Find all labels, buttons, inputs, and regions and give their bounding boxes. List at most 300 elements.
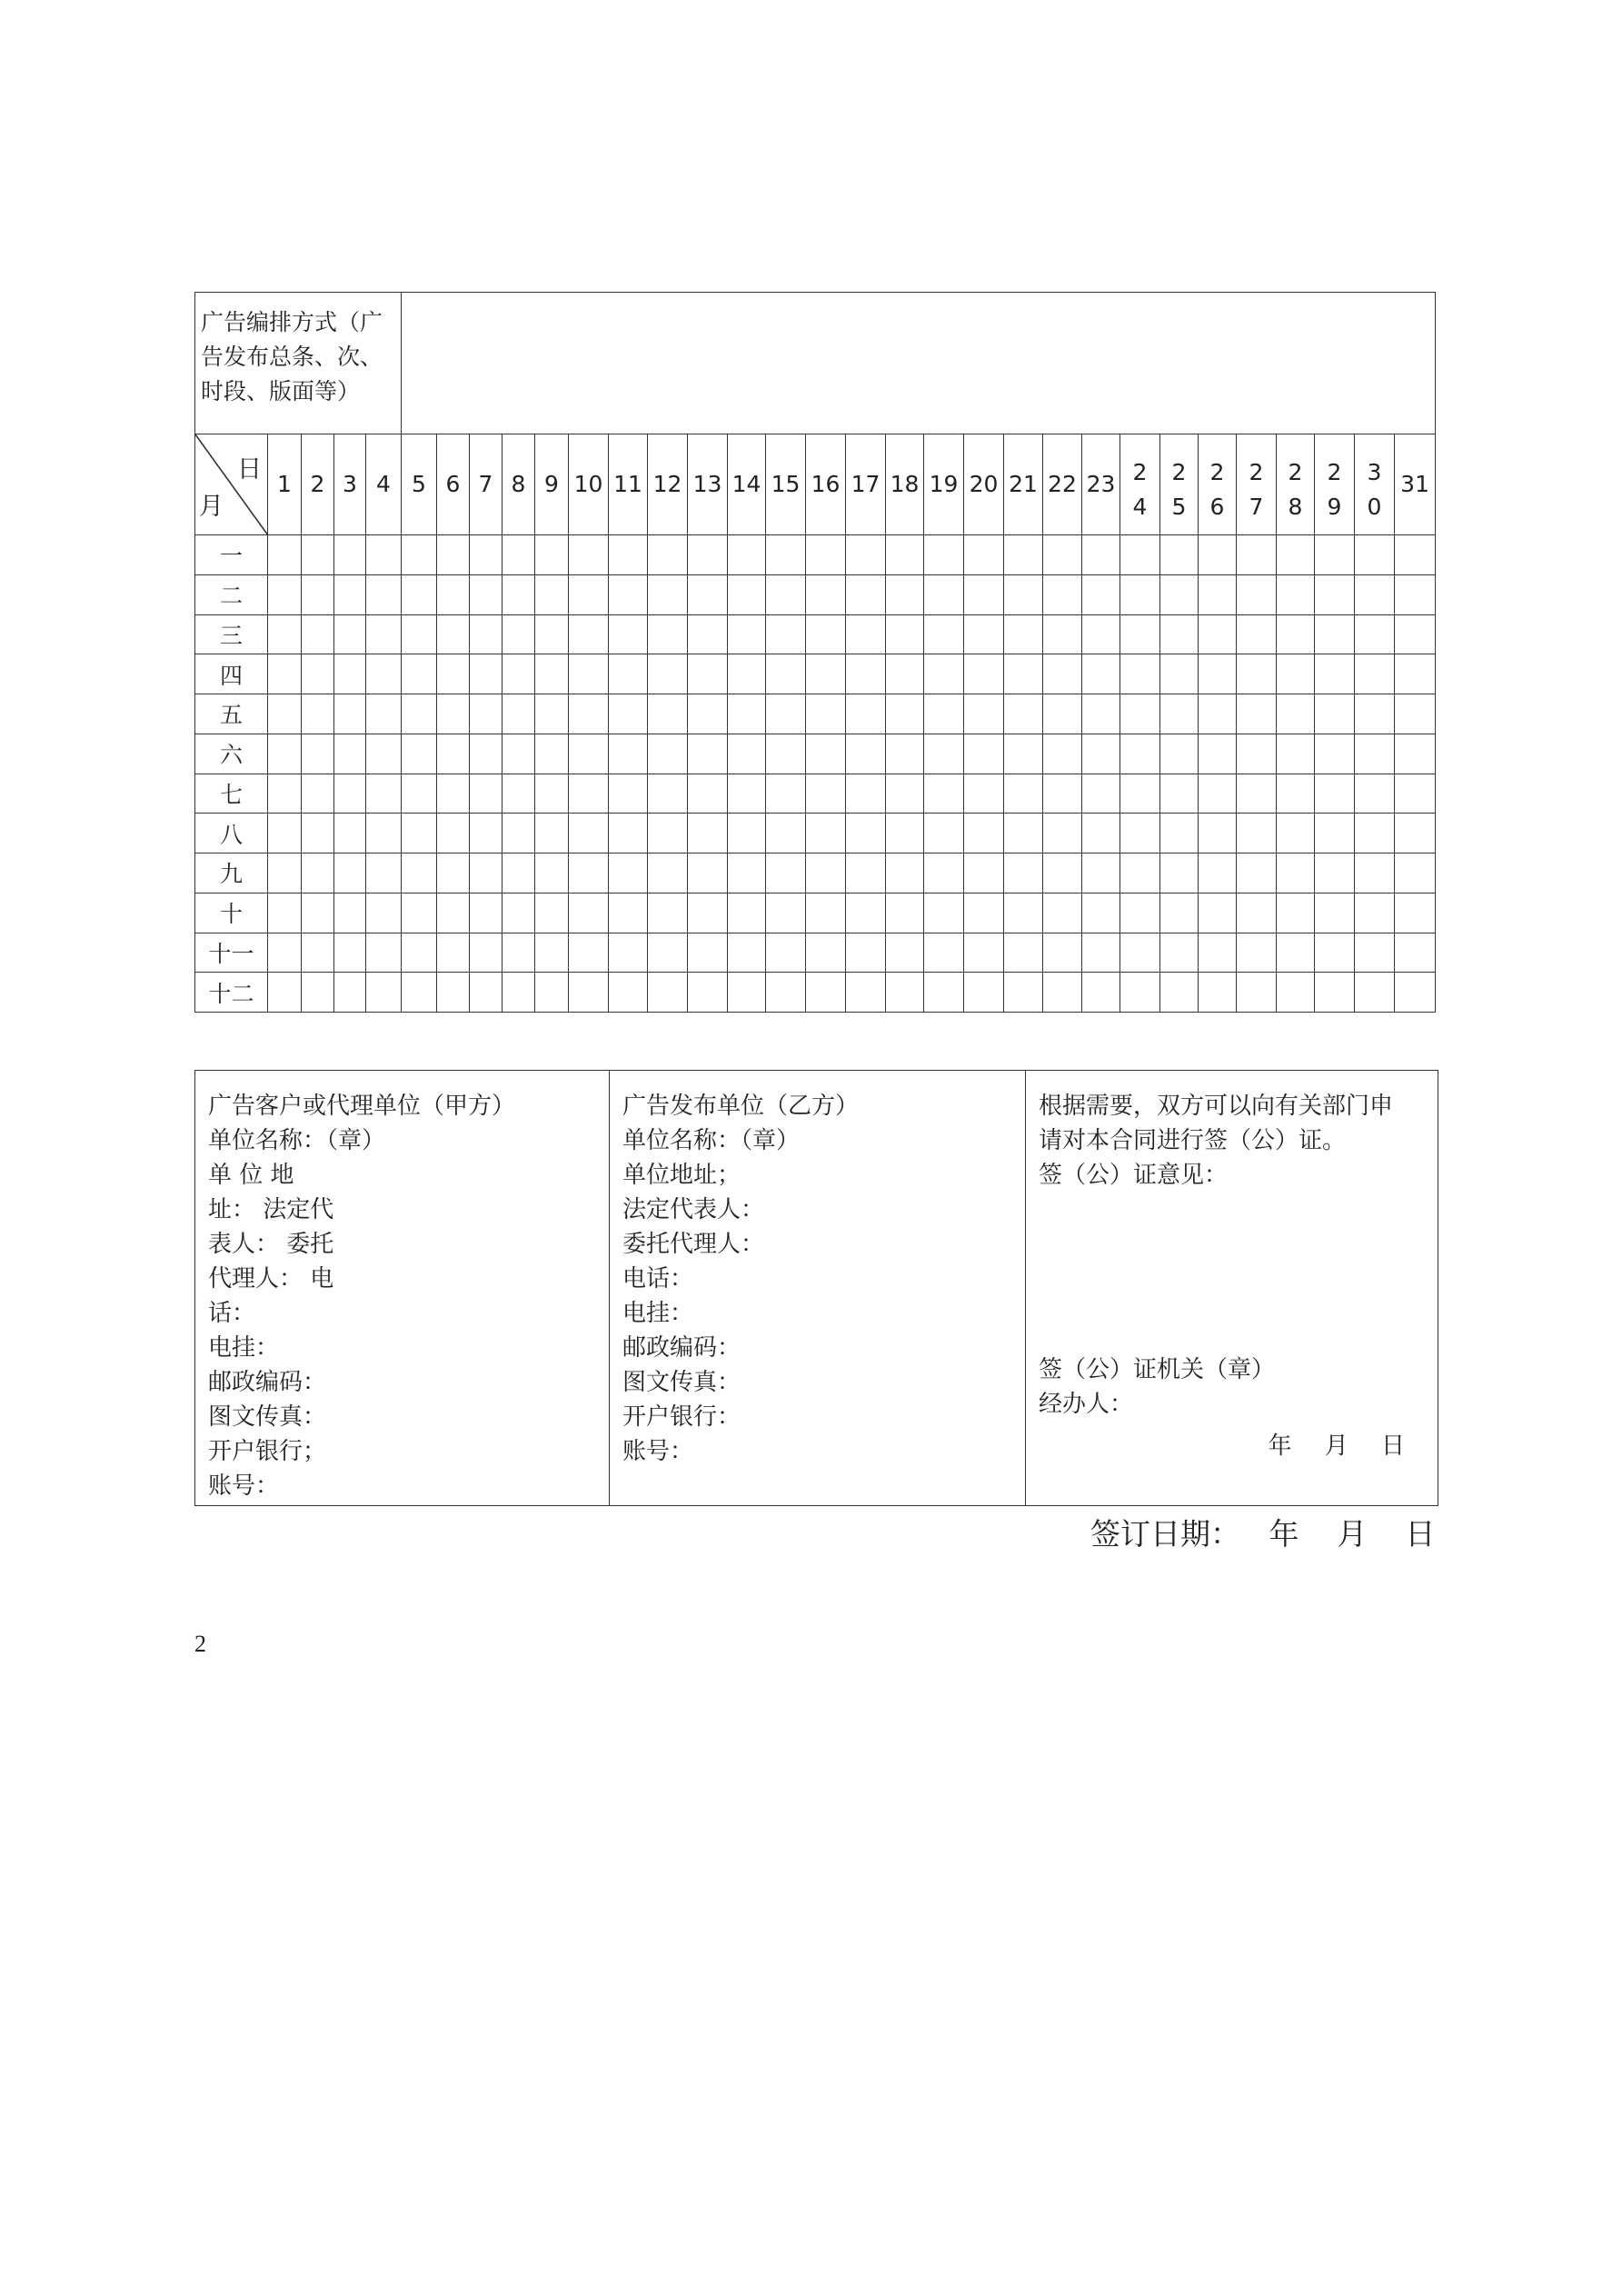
schedule-cell[interactable]: [609, 973, 648, 1013]
schedule-cell[interactable]: [302, 535, 334, 575]
schedule-cell[interactable]: [1120, 774, 1160, 814]
schedule-cell[interactable]: [1160, 654, 1199, 694]
schedule-cell[interactable]: [1355, 614, 1395, 654]
schedule-cell[interactable]: [437, 854, 470, 893]
schedule-cell[interactable]: [334, 535, 366, 575]
schedule-cell[interactable]: [1395, 535, 1436, 575]
schedule-cell[interactable]: [569, 574, 609, 614]
schedule-cell[interactable]: [302, 933, 334, 973]
schedule-cell[interactable]: [1355, 933, 1395, 973]
schedule-cell[interactable]: [470, 933, 503, 973]
schedule-cell[interactable]: [728, 933, 766, 973]
schedule-cell[interactable]: [728, 854, 766, 893]
schedule-cell[interactable]: [1043, 893, 1082, 933]
schedule-cell[interactable]: [728, 774, 766, 814]
schedule-cell[interactable]: [1082, 814, 1120, 854]
schedule-cell[interactable]: [1237, 933, 1277, 973]
schedule-cell[interactable]: [1004, 734, 1043, 774]
schedule-cell[interactable]: [964, 774, 1004, 814]
schedule-cell[interactable]: [1237, 574, 1277, 614]
schedule-cell[interactable]: [334, 574, 366, 614]
schedule-cell[interactable]: [1277, 814, 1315, 854]
schedule-cell[interactable]: [535, 535, 569, 575]
schedule-cell[interactable]: [366, 614, 402, 654]
schedule-cell[interactable]: [1277, 574, 1315, 614]
schedule-cell[interactable]: [1395, 933, 1436, 973]
schedule-cell[interactable]: [302, 814, 334, 854]
schedule-cell[interactable]: [609, 734, 648, 774]
schedule-cell[interactable]: [402, 774, 437, 814]
schedule-cell[interactable]: [806, 774, 846, 814]
schedule-cell[interactable]: [302, 694, 334, 734]
schedule-cell[interactable]: [688, 574, 728, 614]
schedule-cell[interactable]: [886, 614, 924, 654]
schedule-cell[interactable]: [766, 614, 806, 654]
schedule-cell[interactable]: [302, 574, 334, 614]
schedule-cell[interactable]: [1120, 535, 1160, 575]
schedule-cell[interactable]: [1043, 694, 1082, 734]
schedule-cell[interactable]: [846, 933, 886, 973]
schedule-cell[interactable]: [1043, 574, 1082, 614]
schedule-cell[interactable]: [1120, 973, 1160, 1013]
schedule-cell[interactable]: [268, 535, 302, 575]
schedule-cell[interactable]: [1355, 854, 1395, 893]
schedule-cell[interactable]: [846, 614, 886, 654]
schedule-cell[interactable]: [302, 774, 334, 814]
schedule-cell[interactable]: [688, 933, 728, 973]
schedule-cell[interactable]: [728, 734, 766, 774]
schedule-cell[interactable]: [402, 694, 437, 734]
schedule-cell[interactable]: [1082, 854, 1120, 893]
schedule-cell[interactable]: [1082, 574, 1120, 614]
schedule-cell[interactable]: [334, 614, 366, 654]
schedule-cell[interactable]: [964, 973, 1004, 1013]
schedule-cell[interactable]: [728, 654, 766, 694]
schedule-cell[interactable]: [648, 774, 688, 814]
schedule-cell[interactable]: [470, 574, 503, 614]
schedule-cell[interactable]: [402, 614, 437, 654]
schedule-cell[interactable]: [648, 893, 688, 933]
schedule-cell[interactable]: [1355, 654, 1395, 694]
schedule-cell[interactable]: [1043, 814, 1082, 854]
schedule-cell[interactable]: [846, 694, 886, 734]
schedule-cell[interactable]: [302, 734, 334, 774]
schedule-cell[interactable]: [1395, 654, 1436, 694]
schedule-cell[interactable]: [766, 574, 806, 614]
schedule-cell[interactable]: [886, 654, 924, 694]
schedule-cell[interactable]: [886, 973, 924, 1013]
schedule-cell[interactable]: [1355, 814, 1395, 854]
schedule-cell[interactable]: [437, 933, 470, 973]
schedule-cell[interactable]: [728, 694, 766, 734]
schedule-cell[interactable]: [1120, 614, 1160, 654]
schedule-cell[interactable]: [766, 734, 806, 774]
schedule-cell[interactable]: [846, 574, 886, 614]
schedule-cell[interactable]: [1277, 774, 1315, 814]
schedule-cell[interactable]: [535, 774, 569, 814]
schedule-cell[interactable]: [1160, 614, 1199, 654]
schedule-cell[interactable]: [569, 774, 609, 814]
schedule-cell[interactable]: [648, 854, 688, 893]
schedule-cell[interactable]: [268, 933, 302, 973]
schedule-cell[interactable]: [569, 694, 609, 734]
schedule-cell[interactable]: [1277, 854, 1315, 893]
schedule-cell[interactable]: [924, 694, 964, 734]
schedule-cell[interactable]: [503, 893, 535, 933]
schedule-cell[interactable]: [1277, 535, 1315, 575]
schedule-cell[interactable]: [366, 694, 402, 734]
schedule-cell[interactable]: [964, 734, 1004, 774]
schedule-cell[interactable]: [334, 654, 366, 694]
schedule-cell[interactable]: [569, 614, 609, 654]
schedule-cell[interactable]: [1082, 774, 1120, 814]
schedule-cell[interactable]: [1043, 774, 1082, 814]
schedule-cell[interactable]: [1004, 854, 1043, 893]
schedule-cell[interactable]: [1277, 933, 1315, 973]
schedule-cell[interactable]: [1199, 535, 1237, 575]
schedule-cell[interactable]: [964, 654, 1004, 694]
schedule-cell[interactable]: [1199, 814, 1237, 854]
schedule-cell[interactable]: [402, 535, 437, 575]
schedule-cell[interactable]: [846, 893, 886, 933]
schedule-cell[interactable]: [1237, 734, 1277, 774]
schedule-cell[interactable]: [924, 654, 964, 694]
schedule-cell[interactable]: [609, 774, 648, 814]
schedule-cell[interactable]: [1043, 854, 1082, 893]
schedule-cell[interactable]: [1315, 614, 1355, 654]
schedule-cell[interactable]: [334, 973, 366, 1013]
schedule-cell[interactable]: [1199, 694, 1237, 734]
schedule-cell[interactable]: [268, 893, 302, 933]
schedule-cell[interactable]: [609, 933, 648, 973]
schedule-cell[interactable]: [1004, 535, 1043, 575]
schedule-cell[interactable]: [1120, 654, 1160, 694]
schedule-cell[interactable]: [302, 854, 334, 893]
schedule-cell[interactable]: [366, 814, 402, 854]
schedule-cell[interactable]: [1355, 893, 1395, 933]
schedule-cell[interactable]: [437, 614, 470, 654]
schedule-cell[interactable]: [688, 734, 728, 774]
schedule-cell[interactable]: [302, 973, 334, 1013]
schedule-cell[interactable]: [609, 854, 648, 893]
schedule-cell[interactable]: [1199, 893, 1237, 933]
schedule-cell[interactable]: [648, 814, 688, 854]
schedule-cell[interactable]: [648, 933, 688, 973]
schedule-cell[interactable]: [806, 854, 846, 893]
schedule-cell[interactable]: [1082, 694, 1120, 734]
schedule-cell[interactable]: [806, 574, 846, 614]
schedule-cell[interactable]: [648, 973, 688, 1013]
schedule-cell[interactable]: [924, 893, 964, 933]
schedule-cell[interactable]: [1355, 574, 1395, 614]
schedule-cell[interactable]: [1237, 535, 1277, 575]
schedule-cell[interactable]: [766, 774, 806, 814]
schedule-cell[interactable]: [366, 893, 402, 933]
schedule-cell[interactable]: [334, 933, 366, 973]
schedule-cell[interactable]: [924, 854, 964, 893]
schedule-cell[interactable]: [470, 814, 503, 854]
schedule-cell[interactable]: [268, 694, 302, 734]
schedule-cell[interactable]: [1395, 814, 1436, 854]
schedule-cell[interactable]: [806, 614, 846, 654]
schedule-cell[interactable]: [268, 973, 302, 1013]
schedule-cell[interactable]: [268, 854, 302, 893]
schedule-cell[interactable]: [609, 814, 648, 854]
schedule-cell[interactable]: [886, 933, 924, 973]
schedule-cell[interactable]: [924, 973, 964, 1013]
schedule-cell[interactable]: [1160, 734, 1199, 774]
schedule-cell[interactable]: [806, 973, 846, 1013]
schedule-cell[interactable]: [1120, 814, 1160, 854]
schedule-cell[interactable]: [503, 734, 535, 774]
schedule-cell[interactable]: [535, 854, 569, 893]
schedule-cell[interactable]: [1004, 694, 1043, 734]
schedule-cell[interactable]: [924, 535, 964, 575]
schedule-cell[interactable]: [1237, 774, 1277, 814]
schedule-cell[interactable]: [268, 774, 302, 814]
schedule-cell[interactable]: [924, 814, 964, 854]
schedule-cell[interactable]: [886, 814, 924, 854]
schedule-cell[interactable]: [503, 814, 535, 854]
schedule-cell[interactable]: [1395, 734, 1436, 774]
schedule-cell[interactable]: [1315, 774, 1355, 814]
schedule-cell[interactable]: [766, 814, 806, 854]
schedule-cell[interactable]: [964, 893, 1004, 933]
schedule-cell[interactable]: [569, 893, 609, 933]
schedule-cell[interactable]: [1199, 654, 1237, 694]
schedule-cell[interactable]: [470, 535, 503, 575]
schedule-cell[interactable]: [1315, 854, 1355, 893]
schedule-cell[interactable]: [535, 654, 569, 694]
schedule-cell[interactable]: [1315, 893, 1355, 933]
schedule-cell[interactable]: [886, 893, 924, 933]
schedule-cell[interactable]: [688, 973, 728, 1013]
schedule-cell[interactable]: [1315, 933, 1355, 973]
schedule-cell[interactable]: [924, 734, 964, 774]
schedule-cell[interactable]: [503, 933, 535, 973]
schedule-cell[interactable]: [1277, 734, 1315, 774]
schedule-cell[interactable]: [535, 973, 569, 1013]
schedule-cell[interactable]: [886, 694, 924, 734]
schedule-cell[interactable]: [470, 774, 503, 814]
schedule-cell[interactable]: [1395, 774, 1436, 814]
arrangement-input-cell[interactable]: [402, 293, 1436, 434]
schedule-cell[interactable]: [402, 654, 437, 694]
schedule-cell[interactable]: [728, 973, 766, 1013]
schedule-cell[interactable]: [648, 694, 688, 734]
schedule-cell[interactable]: [402, 973, 437, 1013]
schedule-cell[interactable]: [609, 893, 648, 933]
schedule-cell[interactable]: [1199, 734, 1237, 774]
schedule-cell[interactable]: [402, 933, 437, 973]
schedule-cell[interactable]: [470, 854, 503, 893]
schedule-cell[interactable]: [1082, 933, 1120, 973]
schedule-cell[interactable]: [1160, 814, 1199, 854]
schedule-cell[interactable]: [366, 734, 402, 774]
schedule-cell[interactable]: [806, 814, 846, 854]
schedule-cell[interactable]: [1395, 893, 1436, 933]
schedule-cell[interactable]: [1199, 574, 1237, 614]
schedule-cell[interactable]: [1315, 535, 1355, 575]
schedule-cell[interactable]: [1199, 774, 1237, 814]
schedule-cell[interactable]: [569, 933, 609, 973]
schedule-cell[interactable]: [688, 654, 728, 694]
schedule-cell[interactable]: [648, 614, 688, 654]
schedule-cell[interactable]: [503, 973, 535, 1013]
schedule-cell[interactable]: [964, 814, 1004, 854]
schedule-cell[interactable]: [648, 734, 688, 774]
schedule-cell[interactable]: [535, 734, 569, 774]
schedule-cell[interactable]: [503, 774, 535, 814]
schedule-cell[interactable]: [1277, 614, 1315, 654]
schedule-cell[interactable]: [268, 574, 302, 614]
schedule-cell[interactable]: [503, 694, 535, 734]
schedule-cell[interactable]: [402, 893, 437, 933]
schedule-cell[interactable]: [1237, 814, 1277, 854]
schedule-cell[interactable]: [1355, 535, 1395, 575]
schedule-cell[interactable]: [535, 814, 569, 854]
schedule-cell[interactable]: [1395, 694, 1436, 734]
schedule-cell[interactable]: [437, 694, 470, 734]
schedule-cell[interactable]: [334, 734, 366, 774]
schedule-cell[interactable]: [1355, 734, 1395, 774]
schedule-cell[interactable]: [846, 973, 886, 1013]
schedule-cell[interactable]: [1355, 973, 1395, 1013]
schedule-cell[interactable]: [806, 694, 846, 734]
schedule-cell[interactable]: [1160, 893, 1199, 933]
schedule-cell[interactable]: [302, 654, 334, 694]
schedule-cell[interactable]: [1237, 694, 1277, 734]
schedule-cell[interactable]: [648, 654, 688, 694]
schedule-cell[interactable]: [846, 854, 886, 893]
schedule-cell[interactable]: [1004, 973, 1043, 1013]
schedule-cell[interactable]: [437, 734, 470, 774]
schedule-cell[interactable]: [334, 854, 366, 893]
schedule-cell[interactable]: [366, 654, 402, 694]
schedule-cell[interactable]: [268, 814, 302, 854]
schedule-cell[interactable]: [766, 654, 806, 694]
schedule-cell[interactable]: [1082, 734, 1120, 774]
schedule-cell[interactable]: [535, 614, 569, 654]
schedule-cell[interactable]: [470, 893, 503, 933]
schedule-cell[interactable]: [268, 614, 302, 654]
schedule-cell[interactable]: [609, 574, 648, 614]
schedule-cell[interactable]: [806, 535, 846, 575]
schedule-cell[interactable]: [846, 814, 886, 854]
schedule-cell[interactable]: [1004, 574, 1043, 614]
schedule-cell[interactable]: [569, 814, 609, 854]
schedule-cell[interactable]: [766, 893, 806, 933]
schedule-cell[interactable]: [688, 854, 728, 893]
schedule-cell[interactable]: [503, 535, 535, 575]
schedule-cell[interactable]: [569, 973, 609, 1013]
schedule-cell[interactable]: [766, 973, 806, 1013]
schedule-cell[interactable]: [1237, 973, 1277, 1013]
schedule-cell[interactable]: [1237, 854, 1277, 893]
schedule-cell[interactable]: [964, 933, 1004, 973]
schedule-cell[interactable]: [1315, 694, 1355, 734]
schedule-cell[interactable]: [688, 814, 728, 854]
schedule-cell[interactable]: [1277, 893, 1315, 933]
schedule-cell[interactable]: [503, 854, 535, 893]
schedule-cell[interactable]: [503, 614, 535, 654]
schedule-cell[interactable]: [1315, 973, 1355, 1013]
schedule-cell[interactable]: [1237, 654, 1277, 694]
schedule-cell[interactable]: [1043, 614, 1082, 654]
schedule-cell[interactable]: [1043, 535, 1082, 575]
schedule-cell[interactable]: [437, 973, 470, 1013]
schedule-cell[interactable]: [806, 933, 846, 973]
schedule-cell[interactable]: [1199, 614, 1237, 654]
schedule-cell[interactable]: [1043, 973, 1082, 1013]
schedule-cell[interactable]: [806, 893, 846, 933]
schedule-cell[interactable]: [402, 814, 437, 854]
schedule-cell[interactable]: [688, 774, 728, 814]
schedule-cell[interactable]: [470, 973, 503, 1013]
schedule-cell[interactable]: [886, 774, 924, 814]
schedule-cell[interactable]: [1120, 734, 1160, 774]
schedule-cell[interactable]: [535, 933, 569, 973]
schedule-cell[interactable]: [728, 535, 766, 575]
schedule-cell[interactable]: [609, 614, 648, 654]
schedule-cell[interactable]: [964, 694, 1004, 734]
schedule-cell[interactable]: [1160, 694, 1199, 734]
schedule-cell[interactable]: [728, 614, 766, 654]
schedule-cell[interactable]: [437, 535, 470, 575]
schedule-cell[interactable]: [503, 654, 535, 694]
schedule-cell[interactable]: [437, 654, 470, 694]
schedule-cell[interactable]: [1199, 973, 1237, 1013]
schedule-cell[interactable]: [503, 574, 535, 614]
schedule-cell[interactable]: [402, 854, 437, 893]
schedule-cell[interactable]: [806, 734, 846, 774]
schedule-cell[interactable]: [535, 694, 569, 734]
schedule-cell[interactable]: [1237, 893, 1277, 933]
schedule-cell[interactable]: [688, 694, 728, 734]
schedule-cell[interactable]: [1199, 854, 1237, 893]
schedule-cell[interactable]: [366, 535, 402, 575]
schedule-cell[interactable]: [334, 893, 366, 933]
schedule-cell[interactable]: [648, 535, 688, 575]
schedule-cell[interactable]: [1237, 614, 1277, 654]
schedule-cell[interactable]: [688, 535, 728, 575]
schedule-cell[interactable]: [728, 814, 766, 854]
schedule-cell[interactable]: [766, 535, 806, 575]
schedule-cell[interactable]: [1082, 654, 1120, 694]
schedule-cell[interactable]: [1160, 535, 1199, 575]
schedule-cell[interactable]: [609, 654, 648, 694]
schedule-cell[interactable]: [609, 535, 648, 575]
schedule-cell[interactable]: [1004, 933, 1043, 973]
schedule-cell[interactable]: [886, 574, 924, 614]
schedule-cell[interactable]: [609, 694, 648, 734]
schedule-cell[interactable]: [366, 574, 402, 614]
schedule-cell[interactable]: [1277, 694, 1315, 734]
schedule-cell[interactable]: [1277, 654, 1315, 694]
schedule-cell[interactable]: [924, 774, 964, 814]
schedule-cell[interactable]: [1082, 535, 1120, 575]
schedule-cell[interactable]: [1120, 893, 1160, 933]
schedule-cell[interactable]: [1120, 933, 1160, 973]
schedule-cell[interactable]: [437, 574, 470, 614]
schedule-cell[interactable]: [569, 654, 609, 694]
schedule-cell[interactable]: [1120, 854, 1160, 893]
schedule-cell[interactable]: [437, 893, 470, 933]
schedule-cell[interactable]: [402, 734, 437, 774]
schedule-cell[interactable]: [1160, 933, 1199, 973]
schedule-cell[interactable]: [728, 893, 766, 933]
schedule-cell[interactable]: [1082, 614, 1120, 654]
